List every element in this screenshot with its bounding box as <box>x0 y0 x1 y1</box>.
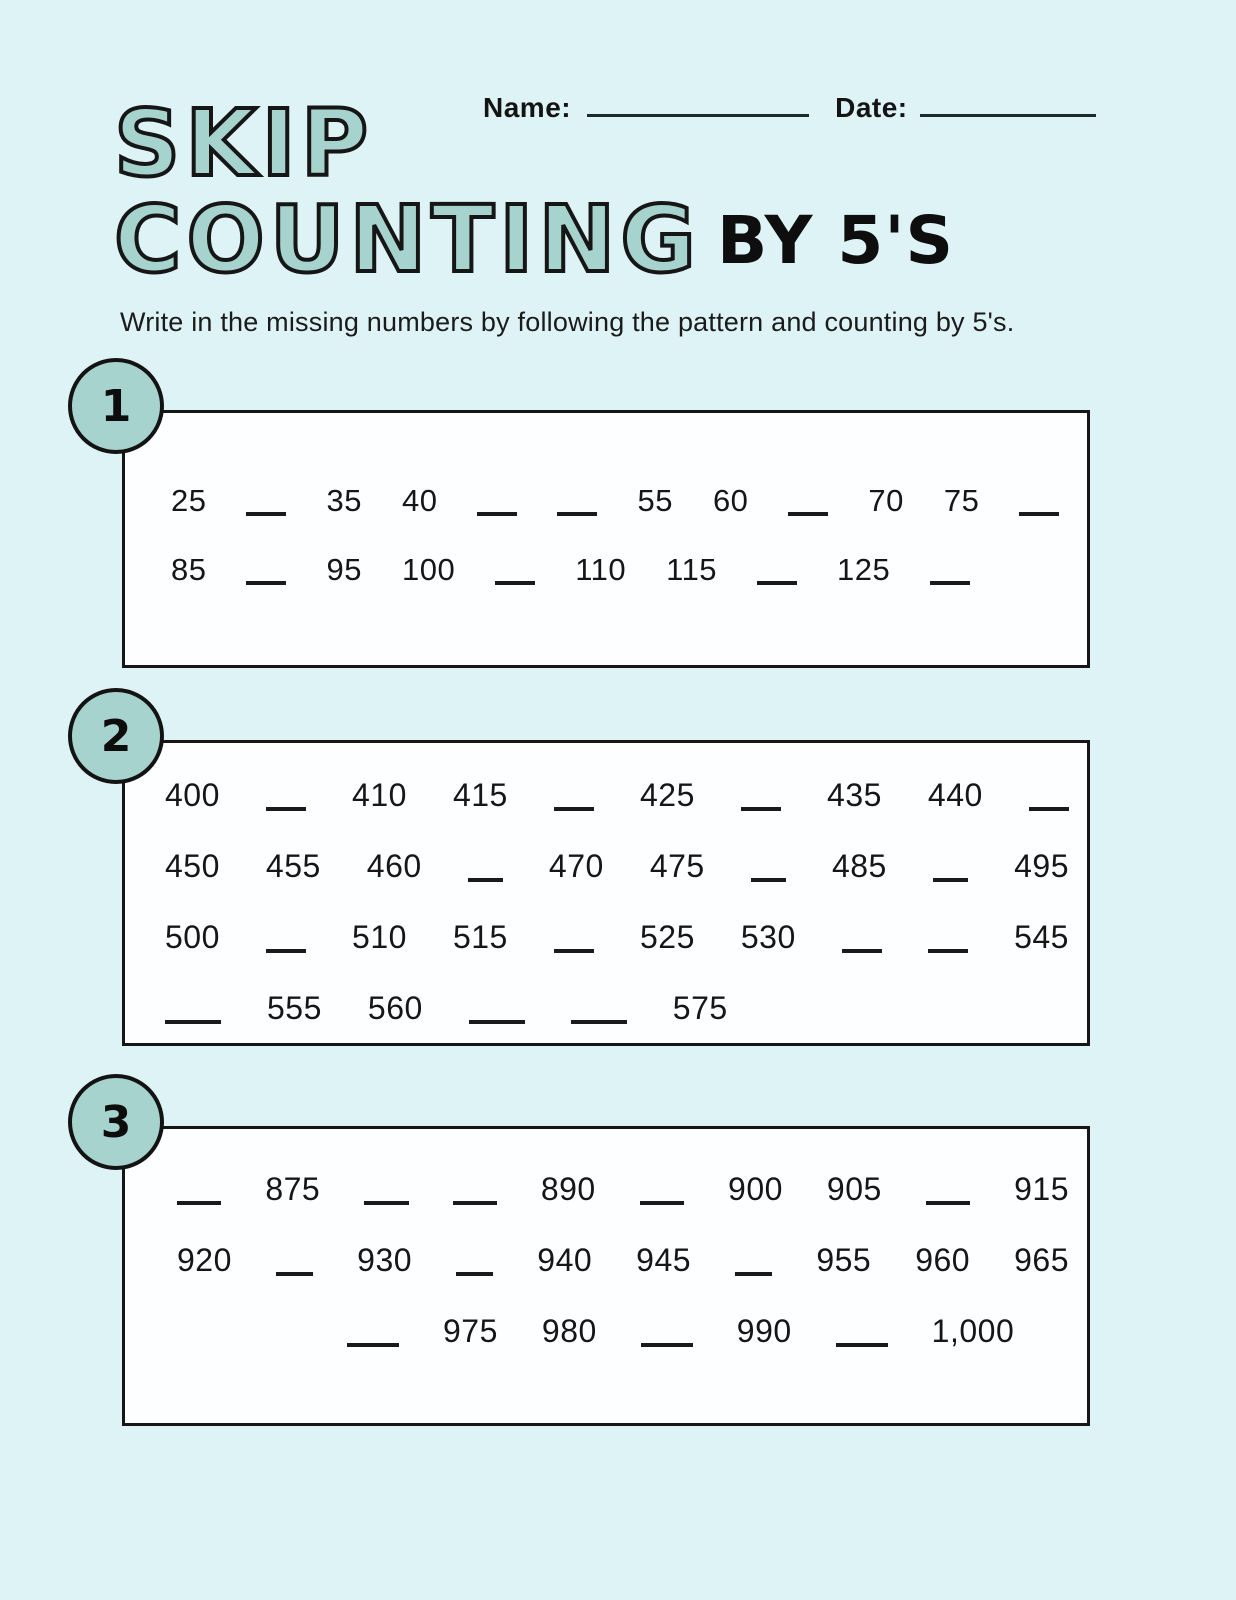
section-3-number-badge: 3 <box>68 1074 164 1170</box>
section-3 <box>68 1074 1090 1426</box>
blank-cell[interactable] <box>933 878 968 882</box>
number-cell: 85 <box>171 552 207 587</box>
number-cell: 55 <box>637 483 673 518</box>
blank-cell[interactable] <box>468 878 503 882</box>
number-cell: 915 <box>1014 1171 1070 1207</box>
number-cell: 110 <box>575 552 627 587</box>
number-cell: 460 <box>366 848 422 884</box>
number-cell: 115 <box>666 552 718 587</box>
blank-cell[interactable] <box>741 807 781 811</box>
blank-cell[interactable] <box>165 1020 221 1024</box>
number-cell: 940 <box>537 1242 593 1278</box>
number-cell: 890 <box>540 1171 596 1207</box>
section-2 <box>68 688 1090 1046</box>
number-cell: 980 <box>541 1313 597 1349</box>
number-cell: 435 <box>827 777 882 813</box>
blank-cell[interactable] <box>926 1201 970 1205</box>
number-cell: 25 <box>171 483 207 518</box>
blank-cell[interactable] <box>788 512 828 516</box>
section-2-number-badge: 2 <box>68 688 164 784</box>
section-3-rows <box>125 1129 1087 1350</box>
blank-cell[interactable] <box>453 1201 497 1205</box>
number-cell: 955 <box>816 1242 872 1278</box>
number-row <box>177 1242 1069 1279</box>
blank-cell[interactable] <box>246 581 286 585</box>
number-cell: 545 <box>1014 919 1069 955</box>
section-2-box <box>122 740 1090 1046</box>
blank-cell[interactable] <box>554 807 594 811</box>
number-cell: 470 <box>548 848 604 884</box>
number-cell: 410 <box>352 777 407 813</box>
number-cell: 70 <box>868 483 904 518</box>
date-label: Date: <box>835 92 908 123</box>
number-cell: 40 <box>401 483 438 518</box>
number-row <box>165 777 1069 814</box>
number-cell: 95 <box>326 552 362 587</box>
blank-cell[interactable] <box>928 949 968 953</box>
number-cell: 920 <box>177 1242 232 1278</box>
number-cell: 400 <box>165 777 220 813</box>
number-row <box>347 1313 1069 1350</box>
page-title-line2: COUNTING <box>114 185 701 293</box>
number-cell: 125 <box>837 552 891 587</box>
number-cell: 930 <box>357 1242 413 1278</box>
number-cell: 415 <box>452 777 508 813</box>
number-cell: 525 <box>639 919 695 955</box>
number-cell: 35 <box>326 483 362 518</box>
number-cell: 530 <box>740 919 796 955</box>
number-cell: 905 <box>826 1171 882 1207</box>
number-cell: 560 <box>367 990 423 1026</box>
blank-cell[interactable] <box>456 1272 493 1276</box>
blank-cell[interactable] <box>930 581 970 585</box>
blank-cell[interactable] <box>469 1020 525 1024</box>
blank-cell[interactable] <box>640 1201 684 1205</box>
number-cell: 960 <box>915 1242 971 1278</box>
blank-cell[interactable] <box>751 878 786 882</box>
blank-cell[interactable] <box>641 1343 693 1347</box>
section-2-rows <box>125 743 1087 1027</box>
blank-cell[interactable] <box>571 1020 627 1024</box>
blank-cell[interactable] <box>735 1272 772 1276</box>
page-title-suffix: BY 5'S <box>716 201 955 279</box>
page-title-line1: SKIP <box>114 90 374 197</box>
number-cell: 1,000 <box>931 1313 1015 1349</box>
number-cell: 440 <box>927 777 983 813</box>
number-cell: 455 <box>265 848 321 884</box>
number-cell: 575 <box>672 990 728 1026</box>
blank-cell[interactable] <box>836 1343 888 1347</box>
blank-cell[interactable] <box>266 807 306 811</box>
number-cell: 515 <box>452 919 508 955</box>
blank-cell[interactable] <box>347 1343 399 1347</box>
number-cell: 900 <box>728 1171 783 1207</box>
number-row <box>165 990 1069 1027</box>
number-row <box>165 848 1069 885</box>
section-1 <box>68 358 1090 668</box>
number-row <box>177 1171 1069 1208</box>
blank-cell[interactable] <box>554 949 594 953</box>
number-cell: 100 <box>401 552 456 587</box>
section-1-box <box>122 410 1090 668</box>
number-row <box>165 919 1069 956</box>
blank-cell[interactable] <box>364 1201 408 1205</box>
number-cell: 975 <box>443 1313 498 1349</box>
blank-cell[interactable] <box>757 581 797 585</box>
number-cell: 450 <box>165 848 220 884</box>
section-1-rows <box>125 413 1087 588</box>
number-cell: 500 <box>165 919 220 955</box>
number-cell: 485 <box>831 848 887 884</box>
number-cell: 990 <box>736 1313 792 1349</box>
name-label: Name: <box>483 92 572 123</box>
blank-cell[interactable] <box>842 949 882 953</box>
blank-cell[interactable] <box>1029 807 1069 811</box>
blank-cell[interactable] <box>266 949 306 953</box>
blank-cell[interactable] <box>246 512 286 516</box>
number-cell: 495 <box>1014 848 1069 884</box>
blank-cell[interactable] <box>1019 512 1059 516</box>
blank-cell[interactable] <box>177 1201 221 1205</box>
number-row <box>171 552 1069 588</box>
number-cell: 75 <box>943 483 980 518</box>
number-cell: 425 <box>639 777 695 813</box>
number-cell: 555 <box>267 990 322 1026</box>
section-3-box <box>122 1126 1090 1426</box>
number-cell: 510 <box>352 919 407 955</box>
number-row <box>171 483 1069 519</box>
page-title <box>114 90 955 293</box>
number-cell: 965 <box>1014 1242 1069 1278</box>
number-cell: 945 <box>636 1242 692 1278</box>
blank-cell[interactable] <box>495 581 535 585</box>
blank-cell[interactable] <box>557 512 597 516</box>
section-1-number-badge: 1 <box>68 358 164 454</box>
blank-cell[interactable] <box>276 1272 313 1276</box>
number-cell: 60 <box>712 483 749 518</box>
number-cell: 875 <box>265 1171 321 1207</box>
instructions-text: Write in the missing numbers by following the pattern and counting by 5's. <box>120 307 1015 337</box>
number-cell: 475 <box>649 848 705 884</box>
blank-cell[interactable] <box>477 512 517 516</box>
